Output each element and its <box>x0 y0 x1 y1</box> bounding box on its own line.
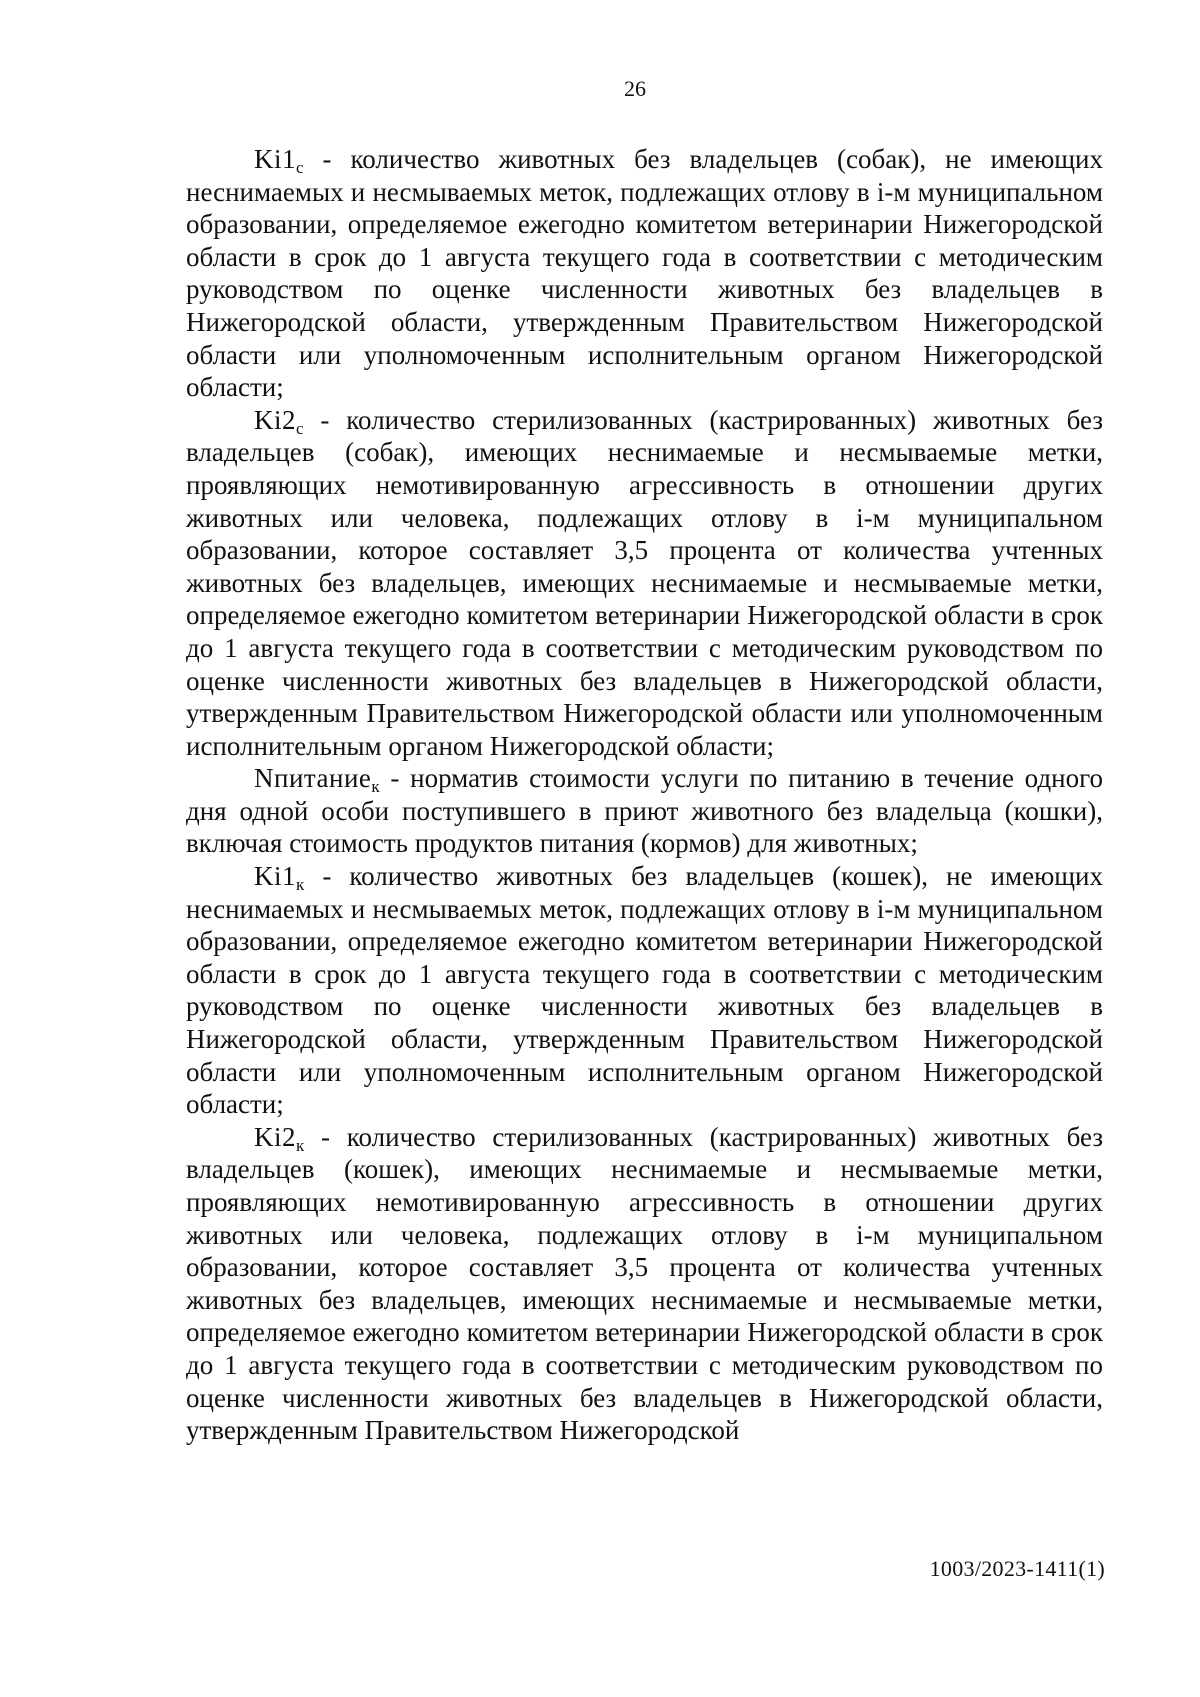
paragraph-ki1-dogs <box>186 143 1103 404</box>
term-definition: - количество животных без владельцев (кошек), не имеющих неснимаемых и несмываемых меток, подлежащих отлову в i-м муниципальном образовании, определяемое ежегодно комитетом ветеринарии Нижегородской области в срок до 1 августа текущего года в соответствии с методическим руководством по оценке численности животных без владельцев в Нижегородской области, утвержденным Правительством Нижегородской области или уполномоченным исполнительным органом Нижегородской области; <box>186 861 1103 1120</box>
document-code: 1003/2023-1411(1) <box>929 1556 1105 1581</box>
term-subscript: к <box>296 875 305 895</box>
term-subscript: к <box>296 1135 305 1155</box>
term-definition: - количество стерилизованных (кастрированных) животных без владельцев (кошек), имеющих неснимаемые и несмываемые метки, проявляющих немотивированную агрессивность в отношении других животных или человека, подлежащих отлову в i-м муниципальном образовании, которое составляет 3,5 процента от количества учтенных животных без владельцев, имеющих неснимаемые и несмываемые метки, определяемое ежегодно комитетом ветеринарии Нижегородской области в срок до 1 августа текущего года в соответствии с методическим руководством по оценке численности животных без владельцев в Нижегородской области, утвержденным Правительством Нижегородской <box>186 1121 1103 1446</box>
document-body <box>186 143 1103 1447</box>
term-definition: - количество стерилизованных (кастрированных) животных без владельцев (собак), имеющих неснимаемые и несмываемые метки, проявляющих немотивированную агрессивность в отношении других животных или человека, подлежащих отлову в i-м муниципальном образовании, которое составляет 3,5 процента от количества учтенных животных без владельцев, имеющих неснимаемые и несмываемые метки, определяемое ежегодно комитетом ветеринарии Нижегородской области в срок до 1 августа текущего года в соответствии с методическим руководством по оценке численности животных без владельцев в Нижегородской области, утвержденным Правительством Нижегородской области или уполномоченным исполнительным органом Нижегородской области; <box>186 404 1103 761</box>
term-symbol: Ki2 <box>254 1121 296 1152</box>
paragraph-nfood-cats <box>186 762 1103 860</box>
term-definition: - количество животных без владельцев (собак), не имеющих неснимаемых и несмываемых меток, подлежащих отлову в i-м муниципальном образовании, определяемое ежегодно комитетом ветеринарии Нижегородской области в срок до 1 августа текущего года в соответствии с методическим руководством по оценке численности животных без владельцев в Нижегородской области, утвержденным Правительством Нижегородской области или уполномоченным исполнительным органом Нижегородской области; <box>186 144 1103 403</box>
term-subscript: с <box>296 418 304 438</box>
paragraph-ki2-cats <box>186 1121 1103 1447</box>
term-symbol: Ki1 <box>254 144 296 174</box>
term-subscript: с <box>296 158 304 177</box>
paragraph-ki2-dogs <box>186 404 1103 763</box>
term-symbol: Ki1 <box>254 861 296 892</box>
term-symbol: Ki2 <box>254 404 296 435</box>
term-symbol: Nпитание <box>254 763 372 794</box>
term-definition: - норматив стоимости услуги по питанию в течение одного дня одной особи поступившего в приют животного без владельца (кошки), включая стоимость продуктов питания (кормов) для животных; <box>186 763 1103 859</box>
page-number: 26 <box>624 76 646 101</box>
paragraph-ki1-cats <box>186 860 1103 1121</box>
term-subscript: к <box>371 777 380 797</box>
